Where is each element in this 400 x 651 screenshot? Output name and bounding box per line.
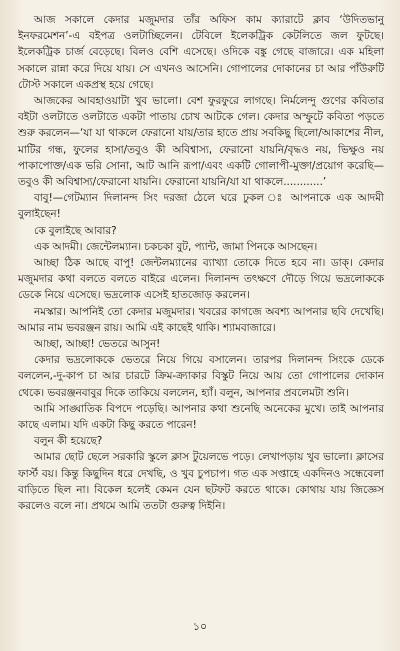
paragraph-2: আজকের আবহাওয়াটা খুব ভালো। বেশ ফুরফুরে লাগছে। নির্মলেন্দু গুণের কবিতার বইটা ওলটাতে ওলটাতে একটা পাতায় চোখ আটকে গেল। কেদার অস্ফুটে কবিতা পড়তে শুরু করলেন—‘যা যা থাকলে ফেরানো যায়/তার হাতে প্রায় সবকিছু ছিলো/আকাশের নীল, মাটির গন্ধ, ফুলের হাসা/তবুও কী অবিশ্বাস্য, ফেরানো যায়নি/বৃদ্ধও নয়, ভিক্ষুও নয় পাকাপোক্ত/এক ভরি সোনা, আট আনি রূপা/এবং একটি গোলাপী-মুক্তা/প্রয়োগ করেছি—তবুও কী অবিশ্বাস্য/ফেরানো যায়নি। ফেরানো যায়নি/যা যা থাকলে............’ [18, 95, 384, 189]
paragraph-1: আজ সকালে কেদার মজুমদার তাঁর অফিস কাম ক্যারাটে ক্লাব ‘উদিতভানু ইনফরমেশন’-এ বইপত্র ওলটাচ্ছিলেন। টেবিলে ইলেকট্রিক কেটলিতে জল ফুটছে। ইলেকট্রিক চার্জ বেড়েছে। বিলও বেশি এসেছে। ওদিকে বঙ্কু গেছে বাজারে। এক মহিলা সকালে রান্না করে দিয়ে যায়। সে এখনও আসেনি। গোপালের দোকানের চা আর পাঁউরুটি টোস্ট সকালে একপ্রস্থ হয়ে গেছে। [18, 14, 384, 91]
paragraph-6: আচ্ছা ঠিক আছে বাপু! জেন্টলম্যানের ব্যাখ্যা তোকে দিতে হবে না। ডাক্। কেদার মজুমদার কথা বলতে বলতে বাইরে এলেন। দিলানন্দ তৎক্ষণে দৌড়ে গিয়ে ভদ্রলোককে ডেকে নিয়ে এসেছে। ভদ্রলোক এসেই হাতজোড় করলেন। [18, 257, 384, 302]
paragraph-12: আমার ছোট ছেলে সরকারি স্কুলে ক্লাস টুয়েলভে পড়ে। লেখাপড়ায় খুব ভালো। ক্লাসের ফার্স্ট বয়। কিন্তু কিছুদিন ধরে দেখছি, ও খুব চুপচাপ। গত এক সপ্তাহে একদিনও সন্ধেবেলা বাড়িতে ছিল না। বিকেল হলেই কেমন যেন ছটফট করতে থাকে। কোথায় যায় জিজ্ঞেস করলেও বলে না। প্রথমে আমি ততটা গুরুত্ব দিইনি। [18, 451, 384, 513]
paragraph-9: কেদার ভদ্রলোককে ভেতরে নিয়ে গিয়ে বসালেন। তারপর দিলানন্দ সিংকে ডেকে বললেন,-দু-কাপ চা আর চারটে ক্রিম-ক্র্যাকার বিস্কুট নিয়ে আয় তো গোপালের দোকান থেকে। ভবরঞ্জনবাবুর দিকে তাকিয়ে বললেন, হ্যাঁ। বলুন, আপনার প্রবলেমটা শুনি। [18, 354, 384, 399]
paragraph-10: আমি সাঙ্ঘাতিক বিপদে পড়েছি। আপনার কথা শুনেছি অনেকের মুখে। তাই আপনার কাছে এলাম। যদি একটা কিছু করতে পারেন! [18, 402, 384, 432]
paragraph-4: কে বুলাইছে আবার? [34, 224, 117, 237]
paragraph-3: বাবু!—গেটম্যান দিলানন্দ সিং দরজা ঠেলে ঘরে ঢুকল ঃ আপনাকে এক আদমী বুলাইছেন! [18, 192, 384, 221]
paragraph-7: নমস্কার। আপনিই তো কেদার মজুমদার। খবরের কাগজে অবশ্য আপনার ছবি দেখেছি। আমার নাম ভবরঞ্জন রায়। আমি এই কাছেই থাকি। শ্যামবাজারে। [18, 305, 384, 334]
paragraph-11: বলুন কী হয়েছে? [34, 435, 103, 448]
body-text [18, 12, 384, 514]
paragraph-8: আচ্ছা, আচ্ছা! ভেতরে আসুন! [34, 338, 161, 351]
paragraph-5: এক আদমী। জেন্টেলম্যান। চকচকা বুট, প্যান্ট, জামা পিনকে আসছেন। [34, 240, 318, 253]
page-number: ১০ [192, 620, 208, 633]
